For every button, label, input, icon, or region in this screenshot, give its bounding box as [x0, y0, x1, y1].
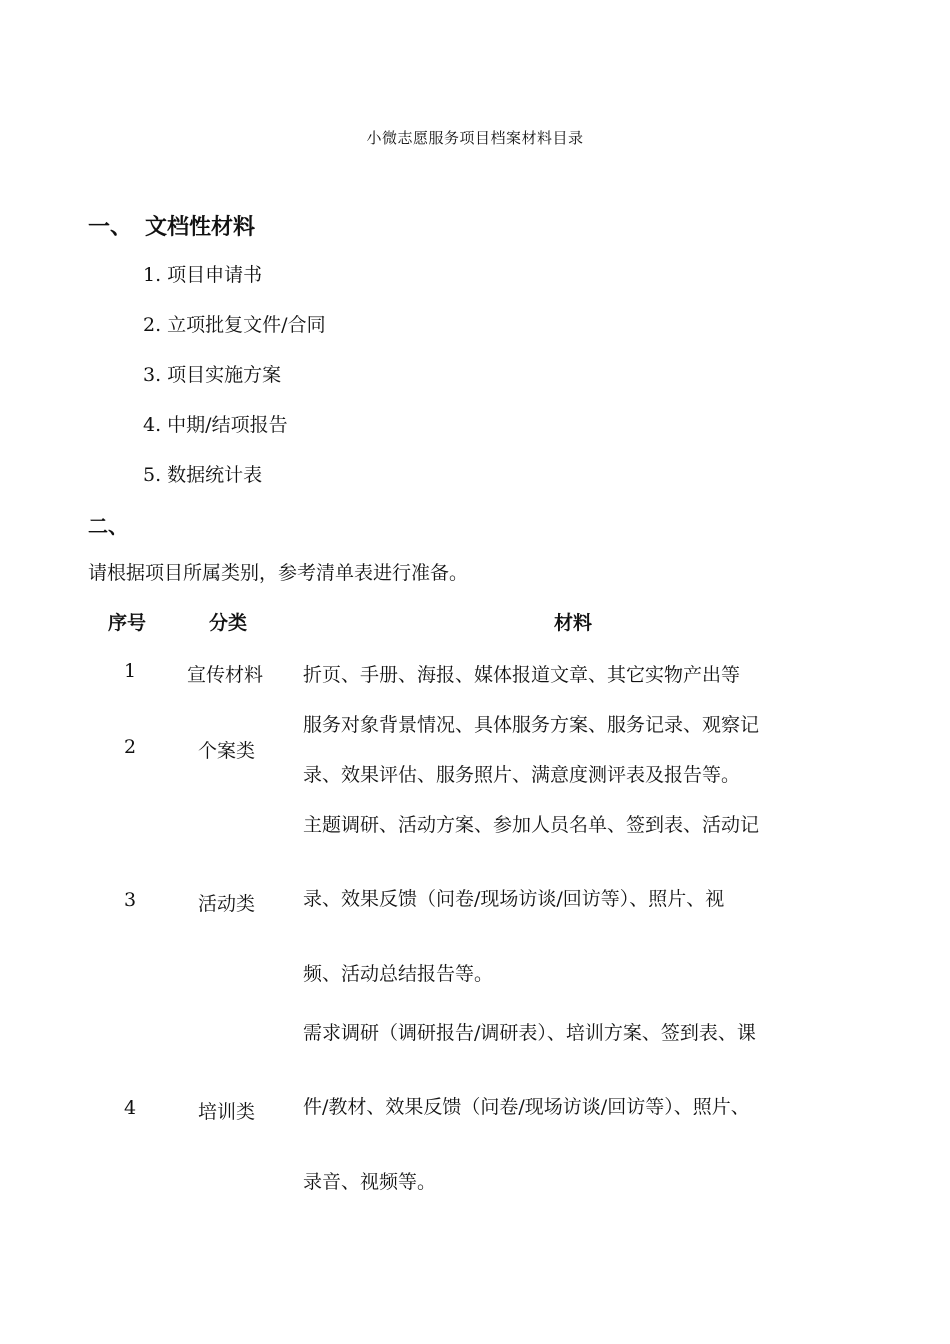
row-number: 4	[124, 1097, 137, 1119]
list-item: 2. 立项批复文件/合同	[143, 314, 326, 336]
row-category: 宣传材料	[187, 664, 264, 686]
section-1-number: 一、	[88, 215, 133, 240]
list-item: 5. 数据统计表	[143, 464, 263, 486]
material-line: 录音、视频等。	[303, 1171, 437, 1193]
material-line: 录、效果评估、服务照片、满意度测评表及报告等。	[303, 764, 741, 786]
section-1-heading	[88, 210, 255, 241]
row-number: 1	[124, 660, 137, 682]
row-number: 2	[124, 736, 137, 758]
section-2-intro: 请根据项目所属类别，参考清单表进行准备。	[88, 562, 469, 584]
list-item: 4. 中期/结项报告	[143, 414, 288, 436]
material-line: 折页、手册、海报、媒体报道文章、其它实物产出等	[303, 664, 741, 686]
document-materials-list	[143, 257, 326, 507]
section-1-title: 文档性材料	[145, 215, 256, 240]
row-number: 3	[124, 889, 137, 911]
section-2-number: 二、	[88, 514, 128, 538]
material-line: 件/教材、效果反馈（问卷/现场访谈/回访等）、照片、	[303, 1096, 750, 1118]
list-item: 1. 项目申请书	[143, 264, 263, 286]
material-line: 主题调研、活动方案、参加人员名单、签到表、活动记	[303, 814, 760, 836]
table-header-category: 分类	[209, 612, 248, 634]
document-title: 小微志愿服务项目档案材料目录	[366, 129, 584, 147]
row-category: 活动类	[198, 893, 256, 915]
material-line: 服务对象背景情况、具体服务方案、服务记录、观察记	[303, 714, 760, 736]
material-line: 频、活动总结报告等。	[303, 963, 494, 985]
row-category: 个案类	[198, 740, 256, 762]
material-line: 需求调研（调研报告/调研表）、培训方案、签到表、课	[303, 1022, 756, 1044]
table-header-material: 材料	[554, 612, 593, 634]
row-category: 培训类	[198, 1101, 256, 1123]
list-item: 3. 项目实施方案	[143, 364, 282, 386]
table-header-no: 序号	[108, 612, 147, 634]
material-line: 录、效果反馈（问卷/现场访谈/回访等）、照片、视	[303, 888, 725, 910]
